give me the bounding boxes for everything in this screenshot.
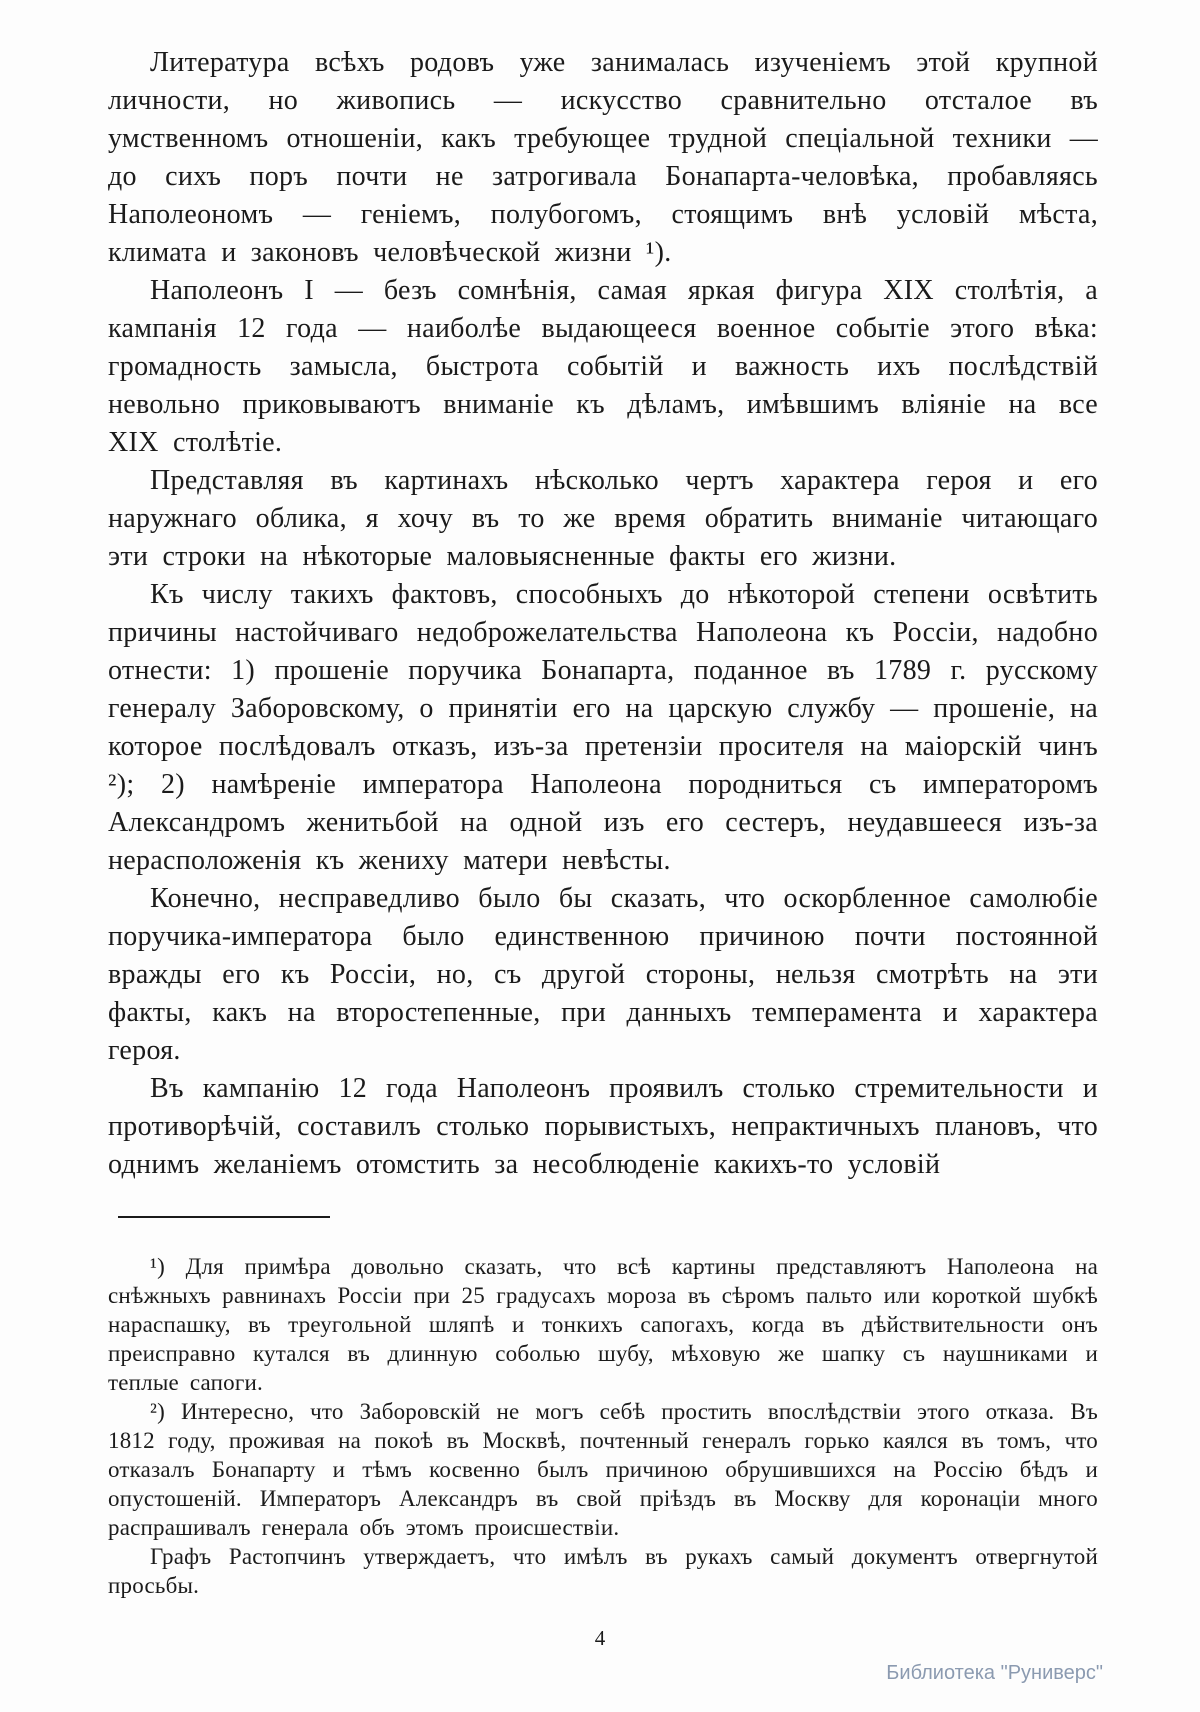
library-watermark: Библиотека "Руниверс" [886, 1662, 1103, 1684]
footnote: ²) Интересно, что Заборовскій не могъ себѣ простить впослѣдствіи этого отказа. Въ 1812 году, проживая на покоѣ въ Москвѣ, почтенный генералъ горько каялся въ томъ, что отказалъ Бонапарту и тѣмъ косвенно былъ причиною обрушившихся на Россію бѣдъ и опустошеній. Императоръ Александръ въ свой пріѣздъ въ Москву для коронаціи много распрашивалъ генерала объ этомъ происшествіи. [108, 1399, 1098, 1540]
main-text [108, 44, 1098, 1184]
body-paragraph: Литература всѣхъ родовъ уже занималась изученіемъ этой крупной личности, но живопись — искусство сравнительно отсталое въ умственномъ отношеніи, какъ требующее трудной спеціальной техники — до сихъ поръ почти не затрогивала Бонапарта-человѣка, пробавляясь Наполеономъ — геніемъ, полубогомъ, стоящимъ внѣ условій мѣста, климата и законовъ человѣческой жизни ¹). [108, 47, 1098, 268]
body-paragraph: Въ кампанію 12 года Наполеонъ проявилъ столько стремительности и противорѣчій, составилъ столько порывистыхъ, непрактичныхъ плановъ, что однимъ желаніемъ отомстить за несоблюденіе какихъ-то условій [108, 1073, 1098, 1180]
footnotes [108, 1252, 1098, 1600]
body-paragraph: Представляя въ картинахъ нѣсколько чертъ характера героя и его наружнаго облика, я хочу въ то же время обратить вниманіе читающаго эти строки на нѣкоторые маловыясненные факты его жизни. [108, 465, 1098, 572]
footnote-separator [118, 1216, 330, 1218]
footnote: ¹) Для примѣра довольно сказать, что всѣ картины представляютъ Наполеона на снѣжныхъ равнинахъ Россіи при 25 градусахъ мороза въ сѣромъ пальто или короткой шубкѣ нараспашку, въ треугольной шляпѣ и тонкихъ сапогахъ, когда въ дѣйствительности онъ преисправно кутался въ длинную соболью шубу, мѣховую же шапку съ наушниками и теплые сапоги. [108, 1254, 1098, 1395]
body-paragraph: Къ числу такихъ фактовъ, способныхъ до нѣкоторой степени освѣтить причины настойчиваго недоброжелательства Наполеона къ Россіи, надобно отнести: 1) прошеніе поручика Бонапарта, поданное въ 1789 г. русскому генералу Заборовскому, о принятіи его на царскую службу — прошеніе, на которое послѣдовалъ отказъ, изъ-за претензіи просителя на маіорскій чинъ ²); 2) намѣреніе императора Наполеона породниться съ императоромъ Александромъ женитьбой на одной изъ его сестеръ, неудавшееся изъ-за нерасположенія къ жениху матери невѣсты. [108, 579, 1098, 876]
body-paragraph: Наполеонъ I — безъ сомнѣнія, самая яркая фигура XIX столѣтія, а кампанія 12 года — наиболѣе выдающееся военное событіе этого вѣка: громадность замысла, быстрота событій и важность ихъ послѣдствій невольно приковываютъ вниманіе къ дѣламъ, имѣвшимъ вліяніе на все XIX столѣтіе. [108, 275, 1098, 458]
body-paragraph: Конечно, несправедливо было бы сказать, что оскорбленное самолюбіе поручика-императора было единственною причиною почти постоянной вражды его къ Россіи, но, съ другой стороны, нельзя смотрѣть на эти факты, какъ на второстепенные, при данныхъ темперамента и характера героя. [108, 883, 1098, 1066]
footnote: Графъ Растопчинъ утверждаетъ, что имѣлъ въ рукахъ самый документъ отвергнутой просьбы. [108, 1544, 1098, 1598]
page-number: 4 [594, 1626, 606, 1650]
